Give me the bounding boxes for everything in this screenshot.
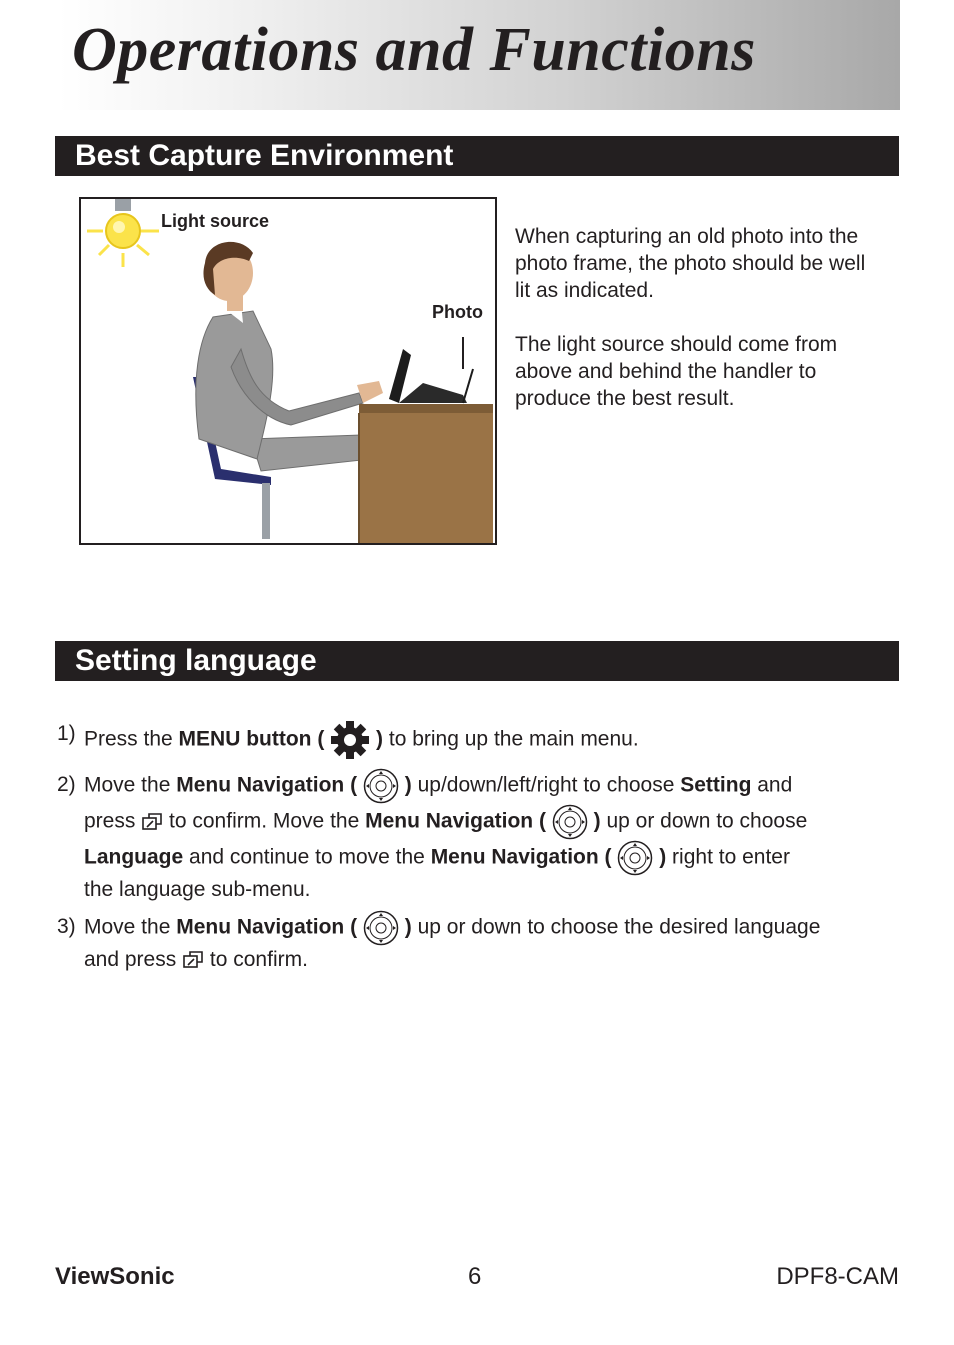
step-text: and xyxy=(751,773,793,797)
step-item xyxy=(57,720,887,760)
person-figure xyxy=(196,242,383,471)
step-bold-text: Language xyxy=(84,845,184,869)
language-steps xyxy=(57,720,887,974)
section-heading-bar xyxy=(55,136,899,176)
step-item xyxy=(57,768,887,904)
step-line xyxy=(84,946,887,974)
step-line xyxy=(84,876,887,904)
light-bulb-icon xyxy=(87,199,159,267)
step-line xyxy=(84,804,887,840)
step-bold-text: ) xyxy=(376,727,384,751)
section-heading-bar xyxy=(55,641,899,681)
gear-icon xyxy=(330,720,370,760)
step-bold-text: ) xyxy=(593,809,601,833)
step-bold-text: ) xyxy=(659,845,667,869)
navigation-joystick-icon xyxy=(552,804,588,840)
step-text: and press xyxy=(84,948,183,971)
step-bold-text: Menu Navigation ( xyxy=(176,915,358,939)
step-number: 1) xyxy=(57,722,76,745)
step-text: up/down/left/right to choose xyxy=(411,773,681,797)
section-heading: Setting language xyxy=(75,644,317,677)
step-bold-text: ) xyxy=(404,915,412,939)
enter-icon xyxy=(141,811,163,833)
step-text: Move the xyxy=(84,915,177,939)
capture-paragraph-1: When capturing an old photo into the photo frame, the photo should be well lit as indicated. xyxy=(515,225,866,302)
step-text: right to enter xyxy=(666,845,790,869)
step-text: Move the xyxy=(84,773,177,797)
photo-label: Photo xyxy=(432,302,483,322)
footer-brand: ViewSonic xyxy=(55,1263,175,1290)
light-source-label: Light source xyxy=(161,211,270,231)
step-text: up or down to choose xyxy=(600,809,808,833)
step-bold-text: MENU button ( xyxy=(178,727,325,751)
step-text: the language sub-menu. xyxy=(84,878,311,901)
step-bold-text: Menu Navigation ( xyxy=(176,773,358,797)
step-text: to confirm. Move the xyxy=(163,809,366,833)
capture-paragraph-2: The light source should come from above and behind the handler to produce the best result. xyxy=(515,333,838,410)
step-text: up or down to choose the desired language xyxy=(411,915,821,939)
step-text: Press the xyxy=(84,727,179,751)
section-heading: Best Capture Environment xyxy=(75,139,454,172)
navigation-joystick-icon xyxy=(617,840,653,876)
capture-illustration-drawing xyxy=(81,199,495,543)
step-bold-text: Menu Navigation ( xyxy=(365,809,546,833)
navigation-joystick-icon xyxy=(363,910,399,946)
step-text: to confirm. xyxy=(204,948,308,971)
page-number: 6 xyxy=(468,1263,482,1290)
step-item xyxy=(57,910,887,974)
step-text: press xyxy=(84,809,142,833)
step-line xyxy=(84,768,887,804)
photo-frame xyxy=(389,337,473,403)
step-number: 2) xyxy=(57,773,76,796)
step-line xyxy=(84,840,887,876)
step-bold-text: ) xyxy=(404,773,412,797)
step-text: to bring up the main menu. xyxy=(383,727,639,751)
step-bold-text: Menu Navigation ( xyxy=(430,845,612,869)
step-number: 3) xyxy=(57,915,76,938)
footer-model: DPF8-CAM xyxy=(776,1263,899,1290)
desk xyxy=(359,404,493,543)
page-title: Operations and Functions xyxy=(72,16,756,84)
step-text: and continue to move the xyxy=(183,845,431,869)
step-line xyxy=(84,910,887,946)
capture-illustration xyxy=(79,197,497,545)
step-bold-text: Setting xyxy=(680,773,752,797)
navigation-joystick-icon xyxy=(363,768,399,804)
enter-icon xyxy=(182,949,204,971)
